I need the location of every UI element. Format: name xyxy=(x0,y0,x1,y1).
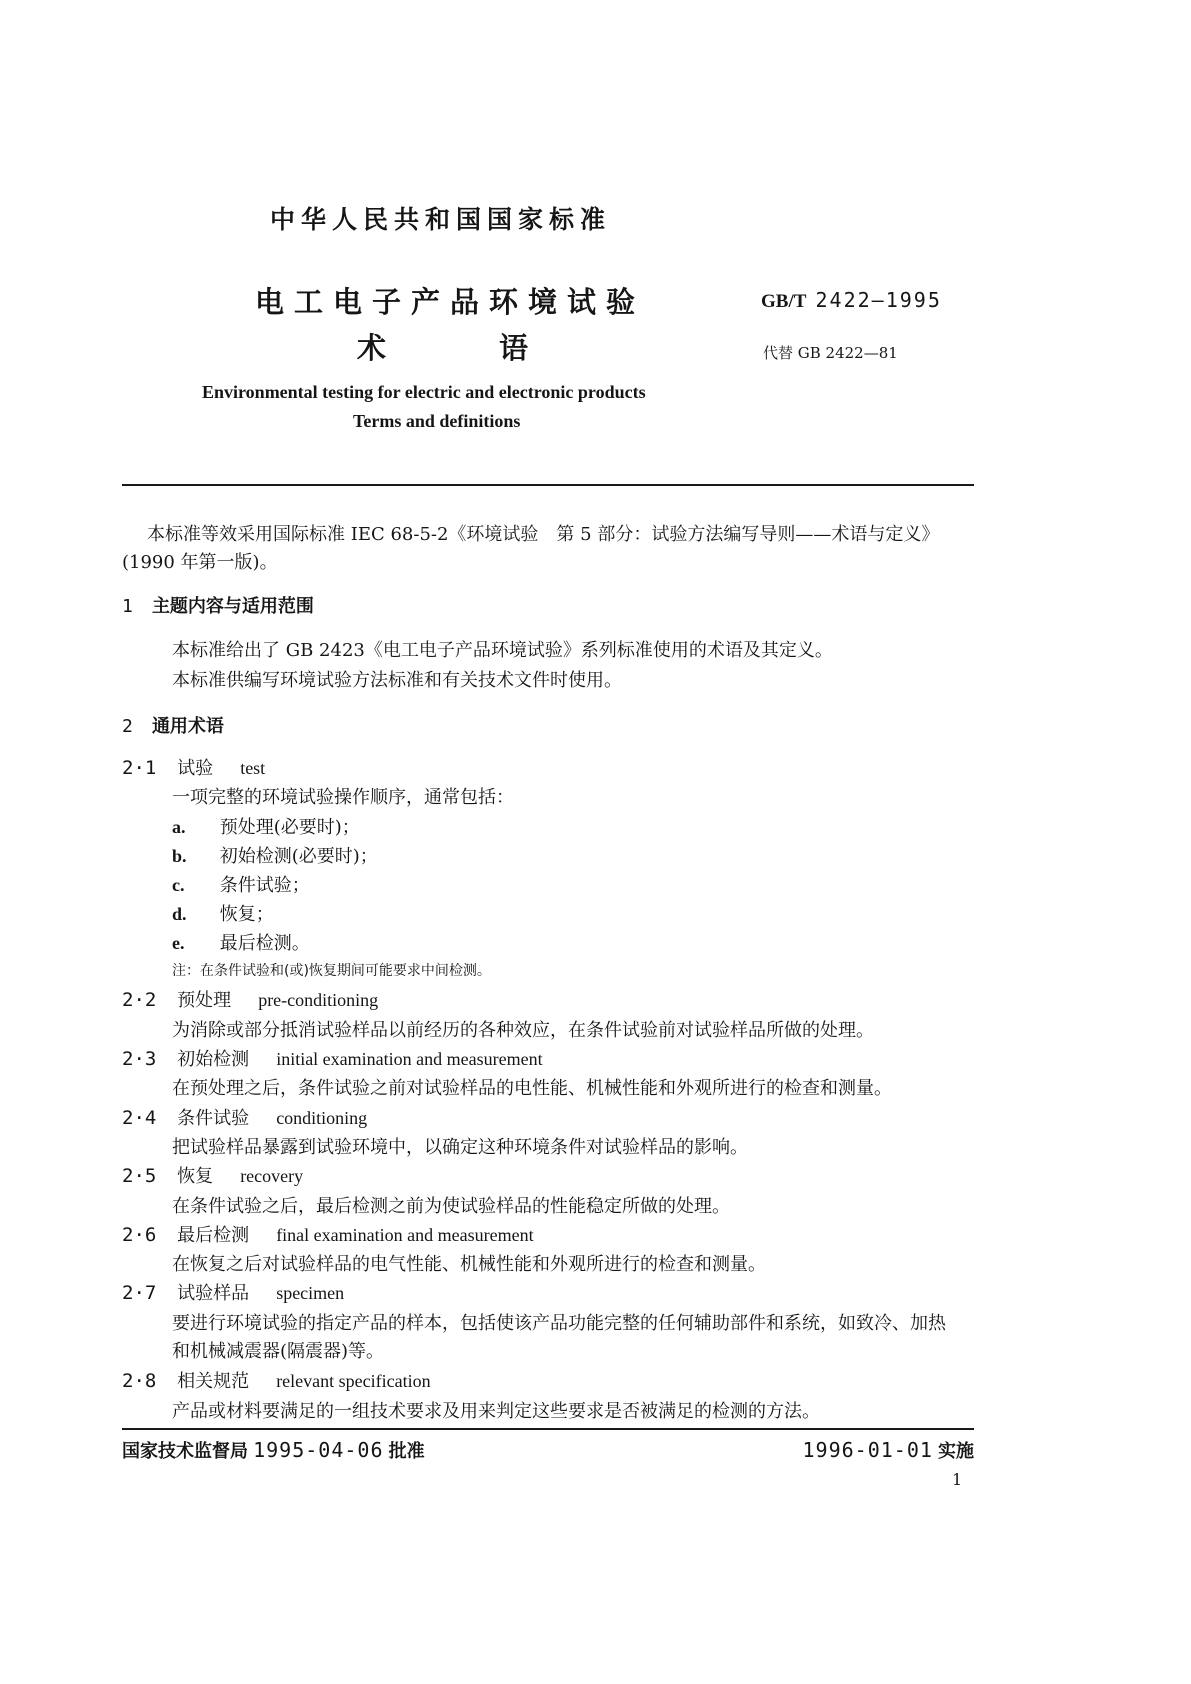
list-item xyxy=(172,900,274,926)
term-cn: 试验 xyxy=(177,758,214,779)
term-cn: 预处理 xyxy=(177,990,232,1011)
term-en: specimen xyxy=(276,1283,345,1303)
term-definition: 在条件试验之后，最后检测之前为使试验样品的性能稳定所做的处理。 xyxy=(172,1196,730,1217)
section-2-number: 2 xyxy=(122,716,133,737)
term-definition: 产品或材料要满足的一组技术要求及用来判定这些要求是否被满足的检测的方法。 xyxy=(172,1401,820,1422)
term-2-3 xyxy=(122,1045,543,1071)
approval-date: 1995-04-06 xyxy=(253,1438,384,1462)
approval-org: 国家技术监督局 xyxy=(122,1441,248,1462)
term-en: recovery xyxy=(240,1166,304,1186)
term-number: 2·4 xyxy=(122,1107,157,1129)
english-title-line1: Environmental testing for electric and electronic products xyxy=(202,382,646,402)
list-item-label: b. xyxy=(172,846,187,866)
header-divider xyxy=(122,484,974,486)
list-item-text: 预处理(必要时)； xyxy=(219,817,360,838)
term-definition: 要进行环境试验的指定产品的样本，包括使该产品功能完整的任何辅助部件和系统，如致冷、加热 xyxy=(172,1313,946,1334)
national-standard-title: 中华人民共和国国家标准 xyxy=(270,205,612,234)
list-item-text: 最后检测。 xyxy=(219,933,310,954)
standard-code-prefix: GB/T xyxy=(761,291,807,312)
term-cn: 最后检测 xyxy=(177,1225,250,1246)
term-cn: 相关规范 xyxy=(177,1371,250,1392)
term-en: final examination and measurement xyxy=(276,1225,534,1245)
section-1-heading xyxy=(122,592,314,618)
term-cn: 初始检测 xyxy=(177,1049,250,1070)
term-definition: 为消除或部分抵消试验样品以前经历的各种效应，在条件试验前对试验样品所做的处理。 xyxy=(172,1020,874,1041)
term-2-4 xyxy=(122,1104,367,1130)
list-item-text: 条件试验； xyxy=(219,875,310,896)
term-number: 2·7 xyxy=(122,1282,157,1304)
list-item-label: e. xyxy=(172,933,185,953)
list-item-label: c. xyxy=(172,875,185,895)
standard-title-line2-second: 语 xyxy=(499,331,539,365)
term-number: 2·1 xyxy=(122,757,157,779)
list-item xyxy=(172,813,360,839)
standard-code xyxy=(761,288,942,313)
term-en: pre-conditioning xyxy=(258,990,379,1010)
term-definition: 把试验样品暴露到试验环境中，以确定这种环境条件对试验样品的影响。 xyxy=(172,1137,748,1158)
footer-divider xyxy=(122,1428,974,1430)
implementation-date: 1996-01-01 xyxy=(802,1438,933,1462)
list-item-label: d. xyxy=(172,904,187,924)
term-number: 2·2 xyxy=(122,989,157,1011)
term-number: 2·3 xyxy=(122,1048,157,1070)
term-en: conditioning xyxy=(276,1108,368,1128)
term-2-1 xyxy=(122,754,265,780)
term-en: relevant specification xyxy=(276,1371,431,1391)
standard-title-line2-first: 术 xyxy=(357,331,397,365)
approval-line xyxy=(122,1437,425,1463)
approval-suffix: 批准 xyxy=(388,1441,425,1462)
section-2-title: 通用术语 xyxy=(151,716,224,737)
standard-title-line1: 电工电子产品环境试验 xyxy=(255,285,646,319)
replaces-note: 代替 GB 2422—81 xyxy=(763,344,898,362)
list-item xyxy=(172,871,310,897)
term-2-2 xyxy=(122,986,378,1012)
term-2-8 xyxy=(122,1367,431,1393)
term-2-5 xyxy=(122,1162,303,1188)
term-number: 2·8 xyxy=(122,1370,157,1392)
list-item-text: 初始检测(必要时)； xyxy=(219,846,378,867)
term-en: initial examination and measurement xyxy=(276,1049,543,1069)
list-item xyxy=(172,842,378,868)
term-definition: 在预处理之后，条件试验之前对试验样品的电性能、机械性能和外观所进行的检查和测量。 xyxy=(172,1078,892,1099)
term-definition: 在恢复之后对试验样品的电气性能、机械性能和外观所进行的检查和测量。 xyxy=(172,1254,766,1275)
standard-code-number: 2422—1995 xyxy=(815,288,942,312)
section-1-para2: 本标准供编写环境试验方法标准和有关技术文件时使用。 xyxy=(172,670,622,691)
term-2-6 xyxy=(122,1221,534,1247)
term-en: test xyxy=(240,758,266,778)
intro-line1: 本标准等效采用国际标准 IEC 68-5-2《环境试验 第 5 部分：试验方法编写导则——术语与定义》 xyxy=(147,524,940,545)
term-number: 2·5 xyxy=(122,1165,157,1187)
page-number: 1 xyxy=(952,1470,963,1489)
english-title-line2: Terms and definitions xyxy=(353,411,521,431)
list-item-label: a. xyxy=(172,817,186,837)
term-number: 2·6 xyxy=(122,1224,157,1246)
implementation-line xyxy=(802,1437,974,1463)
term-cn: 试验样品 xyxy=(177,1283,250,1304)
section-1-number: 1 xyxy=(122,596,133,617)
list-item xyxy=(172,929,310,955)
term-cn: 恢复 xyxy=(177,1166,214,1187)
intro-line2: (1990 年第一版)。 xyxy=(122,552,278,573)
section-1-title: 主题内容与适用范围 xyxy=(151,596,314,617)
section-2-heading xyxy=(122,712,224,738)
list-item-text: 恢复； xyxy=(219,904,274,925)
section-1-para1: 本标准给出了 GB 2423《电工电子产品环境试验》系列标准使用的术语及其定义。 xyxy=(172,640,833,661)
term-definition-cont: 和机械减震器(隔震器)等。 xyxy=(172,1341,385,1362)
test-note: 注：在条件试验和(或)恢复期间可能要求中间检测。 xyxy=(172,963,491,979)
term-cn: 条件试验 xyxy=(177,1108,250,1129)
term-2-7 xyxy=(122,1279,344,1305)
term-definition: 一项完整的环境试验操作顺序，通常包括： xyxy=(172,787,514,808)
implementation-suffix: 实施 xyxy=(938,1441,974,1462)
